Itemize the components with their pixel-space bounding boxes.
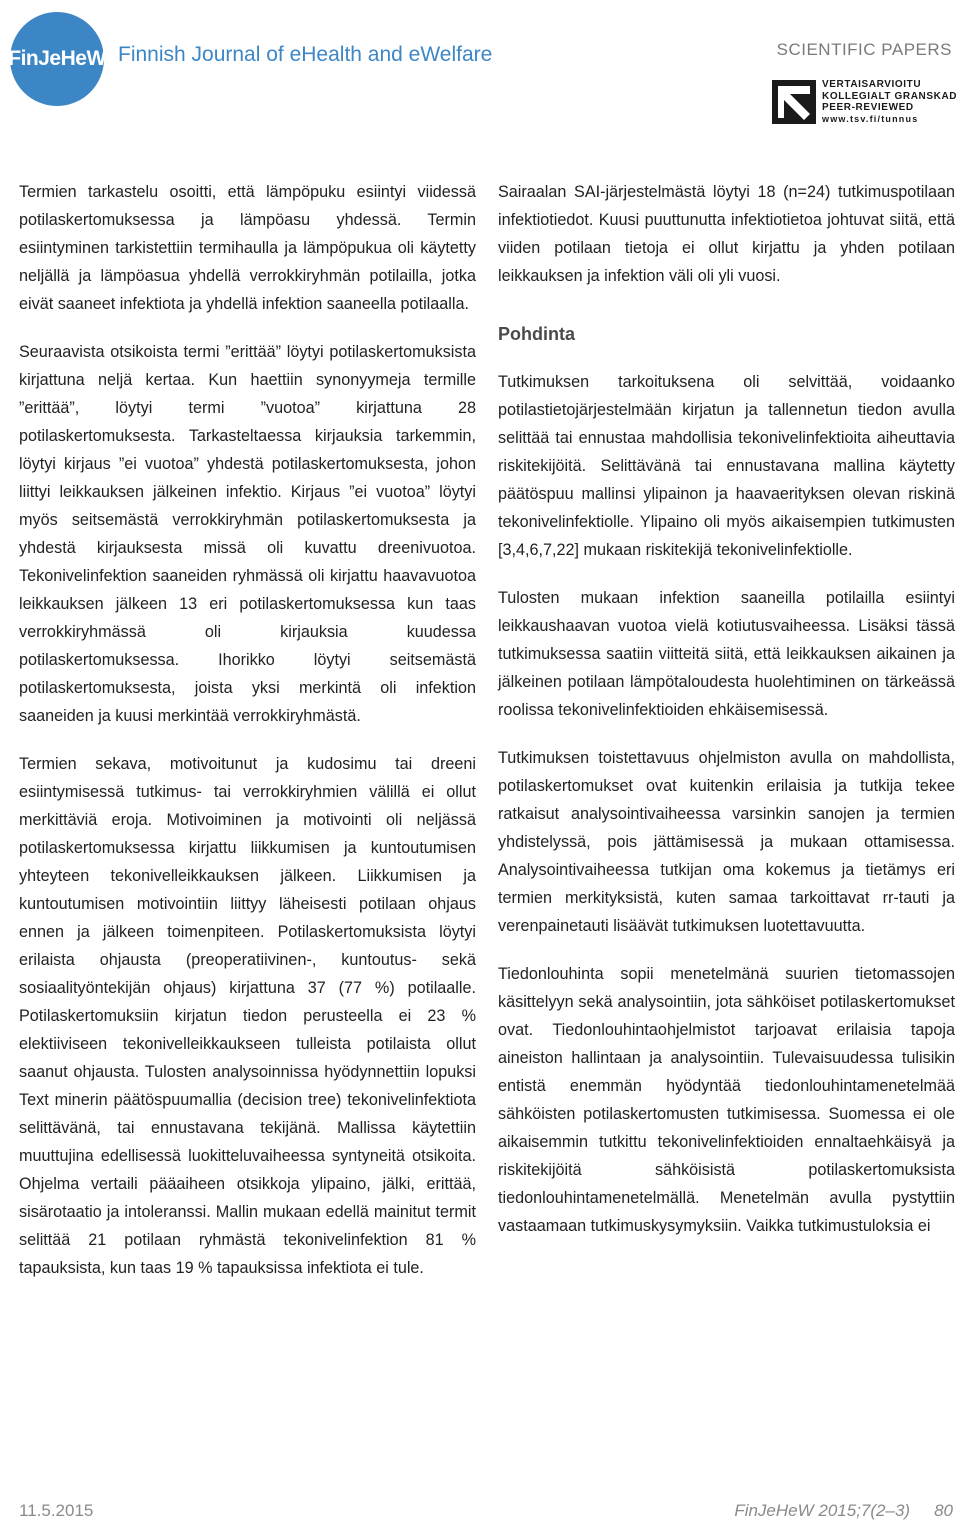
page-number: 80 [934,1501,953,1520]
left-paragraph-3: Termien sekava, motivoitunut ja kudosimu tai dreeni esiintymisessä tutkimus- tai verrokkiryhmien välillä ei ollut merkittäviä eroja. Motivoiminen ja motivointi oli neljässä potilaskertomuksessa kirjattu liikkumisen ja kuntoutumisen yhteyteen tekonivelleikkauksen jälkeen. Liikkumisen ja kuntoutumisen motivointiin liittyy läheisesti potilaan ohjaus ennen ja jälkeen toimenpiteen. Potilaskertomuksista löytyi erilaista ohjausta (preoperatiivinen-, kuntoutus- sekä sosiaalityöntekijän ohjaus) kirjattuna 37 (77 %) potilaalle. Potilaskertomuksiin kirjatun tiedon perusteella ei 23 % elektiiviseen tekonivelleikkaukseen tulleista potilaista ollut saanut ohjausta. Tulosten analysoinnissa hyödynnettiin lopuksi Text minerin päätöspuumallia (decision tree) tekonivelinfektiota selittävänä, tai ennustavana tekijänä. Mallissa käytettiin muuttujina edellisessä luokitteluvaiheessa syntyneitä otsikoita. Ohjelma vertaili pääaiheen otsikkoja ylipaino, jälki, erittää, sisärotaatio ja intoleranssi. Mallin mukaan edellä mainitut termit selittää 21 potilaan ryhmästä tekonivelinfektion 81 % tapauksista, kun taas 19 % tapauksissa infektiota ei tule. [19,755,476,1277]
peer-review-url: www.tsv.fi/tunnus [822,113,919,124]
section-heading-pohdinta: Pohdinta [498,324,575,344]
left-paragraph-2: Seuraavista otsikoista termi ”erittää” löytyi potilaskertomuksista kirjattuna neljä kertaa. Kun haettiin synonyymeja termille ”erittää”, löytyi termi ”vuotoa” kirjattuna 28 potilaskertomuksesta. Tarkasteltaessa kirjauksia tarkemmin, löytyi kirjaus ”ei vuotoa” yhdestä potilaskertomuksesta, johon liittyi leikkauksen jälkeinen infektio. Kirjaus ”ei vuotoa” löytyi myös seitsemästä verrokkiryhmän potilaskertomuksesta ja yhdestä kirjauksesta missä oli kuvattu dreenivuotoa. Tekonivelinfektion saaneiden ryhmässä oli kirjattu haavavuotoa leikkauksen jälkeen 13 eri potilaskertomuksessa kun taas verrokkiryhmässä oli kirjauksia kuudessa potilaskertomuksessa. Ihorikko löytyi seitsemästä potilaskertomuksesta, joista yksi merkintä oli infektion saaneiden ja kuusi merkintää verrokkiryhmästä. [19,343,476,725]
right-paragraph-1: Sairaalan SAI-järjestelmästä löytyi 18 (n=24) tutkimuspotilaan infektiotiedot. Kuusi puuttunutta infektiotietoa johtuvat siitä, että viiden potilaan tietoja ei ollut kirjattu ja yhden potilaan leikkauksen ja infektion väli oli yli vuosi. [498,183,955,285]
left-paragraph-1: Termien tarkastelu osoitti, että lämpöpuku esiintyi viidessä potilaskertomuksessa ja lämpöasu yhdessä. Termin esiintyminen tarkistettiin termihaulla ja lämpöpukua oli käytetty neljällä ja lämpöasua yhdellä verrokkiryhmän potilailla, jotka eivät saaneet infektiota ja yhdellä infektion saaneella potilaalla. [19,183,476,313]
peer-review-icon [772,80,816,124]
peer-review-line3: PEER-REVIEWED [822,102,914,113]
right-column [498,178,955,1260]
peer-review-line1: VERTAISARVIOITU [822,79,922,90]
left-column [19,178,476,1302]
peer-review-badge [822,79,957,125]
footer-journal-reference [734,1501,953,1521]
right-paragraph-5: Tiedonlouhinta sopii menetelmänä suurien tietomassojen käsittelyyn sekä analysointiin, jota sähköiset potilaskertomukset ovat. Tiedonlouhintaohjelmistot tarjoavat erilaisia tapoja aineiston hallintaan ja analysointiin. Tulevaisuudessa tulisikin entistä enemmän hyödyntää tiedonlouhintamenetelmää sähköisten potilaskertomusten tutkimisessa. Suomessa ei ole aikaisemmin tutkittu tekonivelinfektioiden ennaltaehkäisyä ja riskitekijöitä sähköisistä potilaskertomuksista tiedonlouhintamenetelmällä. Menetelmän avulla pystyttiin vastaamaan tutkimuskysymyksiin. Vaikka tutkimustuloksia ei [498,965,955,1235]
right-paragraph-2: Tutkimuksen tarkoituksena oli selvittää, voidaanko potilastietojärjestelmään kirjatun ja tallennetun tiedon avulla selittää tai ennustaa mahdollisia tekonivelinfektioita aiheuttavia riskitekijöitä. Selittävänä tai ennustavana mallina käytetty päätöspuu mallinsi ylipainon ja haavaerityksen olevan riskinä tekonivelinfektiolle. Ylipaino oli myös aikaisempien tutkimusten [3,4,6,7,22] mukaan riskitekijä tekonivelinfektiolle. [498,373,955,559]
peer-review-line2: KOLLEGIALT GRANSKAD [822,90,958,102]
right-paragraph-4: Tutkimuksen toistettavuus ohjelmiston avulla on mahdollista, potilaskertomukset ovat kuitenkin erilaisia ja tutkija tekee ratkaisut analysointivaiheessa varsinkin sanojen ja termien yhdistelyssä, pois jättämisessä ja mukaan ottamisessa. Analysointivaiheessa tutkijan oma kokemus ja tietämys eri termien merkityksistä, kuten samaa tarkoittavat rr-tauti ja verenpainetauti lisäävät tutkimuksen luotettavuutta. [498,749,955,935]
journal-logo [10,12,104,106]
footer-journal-ref: FinJeHeW 2015;7(2–3) [734,1501,911,1520]
right-paragraph-3: Tulosten mukaan infektion saaneilla potilailla esiintyi leikkaushaavan vuotoa vielä kotiutusvaiheessa. Lisäksi tässä tutkimuksessa saatiin viitteitä siitä, että leikkauksen aikainen ja jälkeinen potilaan lämpötaloudesta huolehtiminen on tärkeässä roolissa tekonivelinfektioiden ehkäisemisessä. [498,589,955,719]
journal-title: Finnish Journal of eHealth and eWelfare [118,43,493,66]
section-label: SCIENTIFIC PAPERS [776,40,952,59]
journal-logo-text: FinJeHeW [8,47,106,70]
footer-date: 11.5.2015 [19,1501,94,1520]
